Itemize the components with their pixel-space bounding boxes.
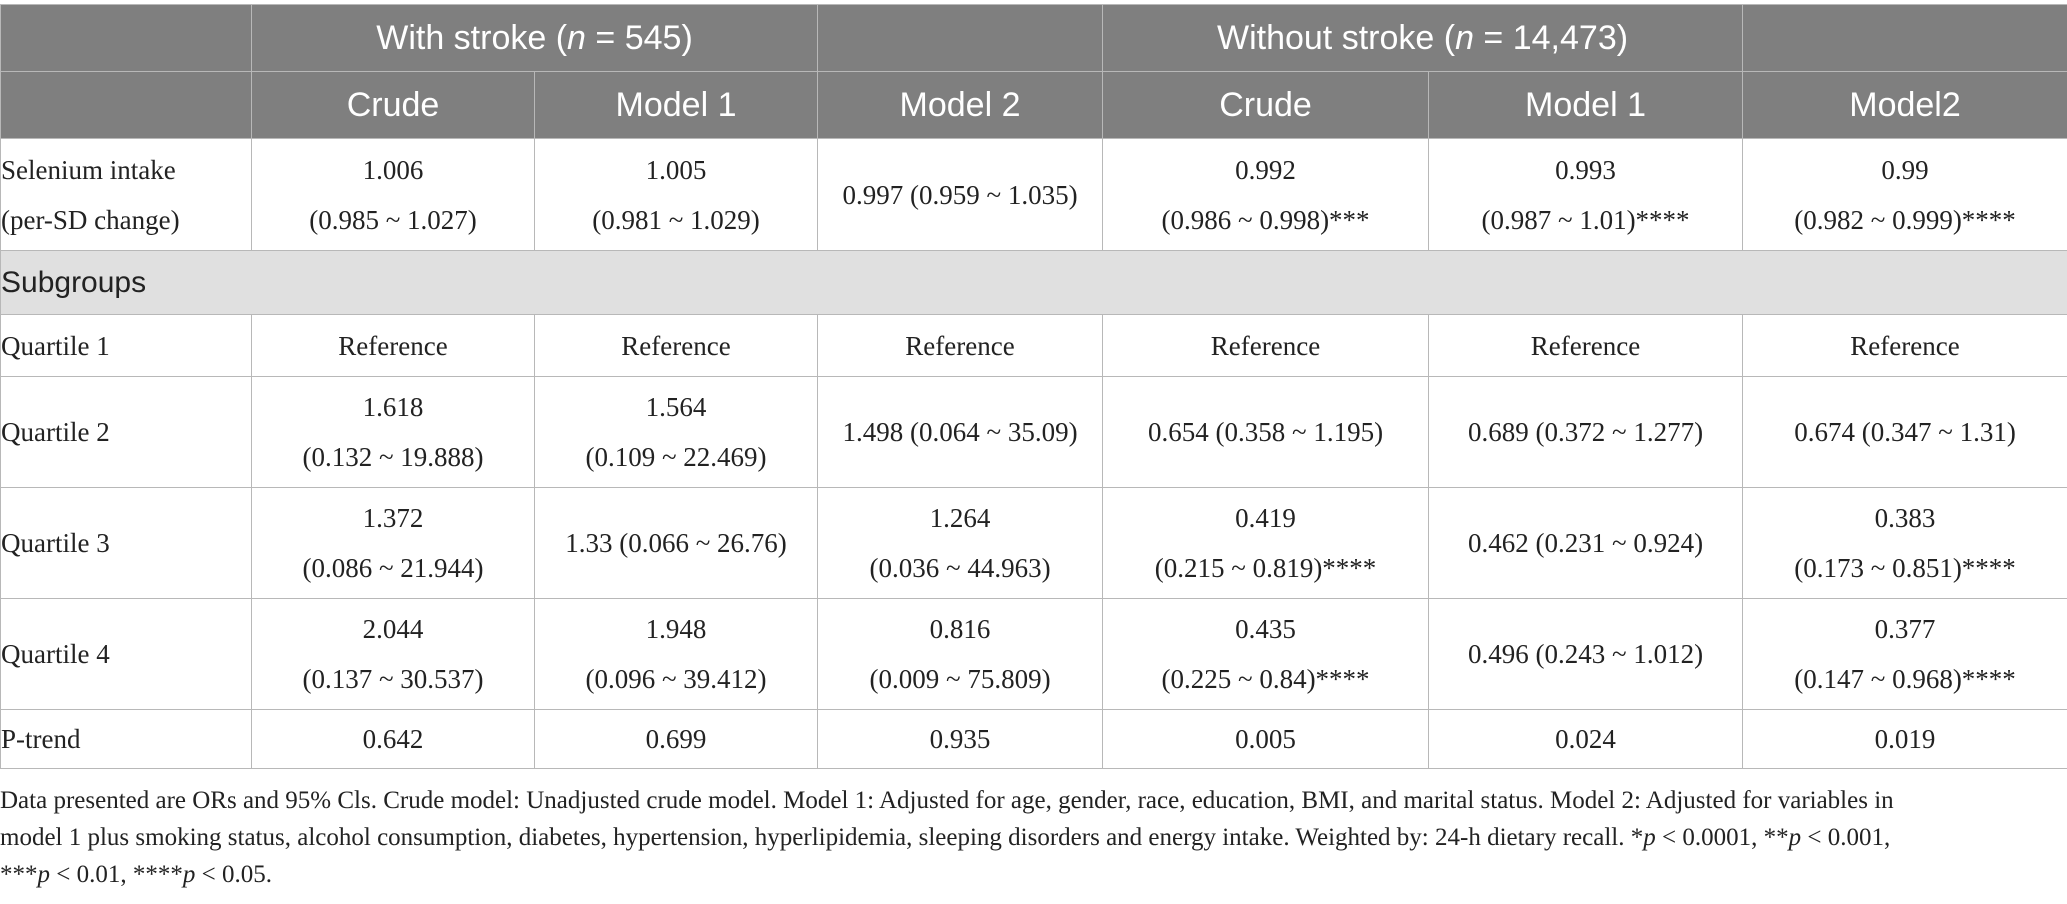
- table-cell: 0.654 (0.358 ~ 1.195): [1103, 377, 1429, 488]
- header-spacer: [818, 5, 1103, 72]
- table-cell: 1.948 (0.096 ~ 39.412): [535, 599, 818, 710]
- col-header: Model 2: [818, 72, 1103, 139]
- table-cell: 1.618 (0.132 ~ 19.888): [252, 377, 535, 488]
- header-spacer: [1743, 5, 2067, 72]
- table-cell: 0.024: [1429, 710, 1743, 769]
- table-cell: 0.419 (0.215 ~ 0.819)****: [1103, 488, 1429, 599]
- table-cell: 1.264 (0.036 ~ 44.963): [818, 488, 1103, 599]
- table-cell: 0.689 (0.372 ~ 1.277): [1429, 377, 1743, 488]
- selenium-intake-row: [1, 139, 2067, 251]
- table-cell: 0.816 (0.009 ~ 75.809): [818, 599, 1103, 710]
- table-cell: 0.699: [535, 710, 818, 769]
- table-cell: 0.462 (0.231 ~ 0.924): [1429, 488, 1743, 599]
- row-label: Quartile 4: [1, 599, 252, 710]
- group-header-row: [1, 5, 2067, 72]
- subgroups-row: [1, 251, 2067, 315]
- table-cell: 0.935: [818, 710, 1103, 769]
- table-row: [1, 488, 2067, 599]
- footnote-line: model 1 plus smoking status, alcohol consumption, diabetes, hypertension, hyperlipidemia, sleeping disorders and energy intake. Weighted by: 24-h dietary recall. *p < 0.0001, **p < 0.001,: [0, 824, 1891, 851]
- table-cell: 1.006 (0.985 ~ 1.027): [252, 139, 535, 251]
- table-cell: 0.019: [1743, 710, 2067, 769]
- row-label: P-trend: [1, 710, 252, 769]
- table-cell: Reference: [535, 315, 818, 377]
- table-cell: Reference: [252, 315, 535, 377]
- table-cell: 0.993 (0.987 ~ 1.01)****: [1429, 139, 1743, 251]
- header-blank: [1, 72, 252, 139]
- table-cell: Reference: [1743, 315, 2067, 377]
- table-cell: Reference: [818, 315, 1103, 377]
- model-header-row: [1, 72, 2067, 139]
- table-cell: 1.005 (0.981 ~ 1.029): [535, 139, 818, 251]
- row-label: Quartile 2: [1, 377, 252, 488]
- table-cell: 0.005: [1103, 710, 1429, 769]
- table-cell: 0.674 (0.347 ~ 1.31): [1743, 377, 2067, 488]
- table-cell: 0.383 (0.173 ~ 0.851)****: [1743, 488, 2067, 599]
- footnote-line: ***p < 0.01, ****p < 0.05.: [0, 861, 272, 888]
- row-label: Quartile 1: [1, 315, 252, 377]
- header-blank: [1, 5, 252, 72]
- subgroups-label: Subgroups: [1, 251, 2067, 315]
- row-label: Quartile 3: [1, 488, 252, 599]
- group-without-stroke-header: Without stroke (n = 14,473): [1103, 5, 1743, 72]
- table-cell: Reference: [1429, 315, 1743, 377]
- footnote-line: Data presented are ORs and 95% Cls. Crude model: Unadjusted crude model. Model 1: Adjusted for age, gender, race, education, BMI, and marital status. Model 2: Adjusted for variables in: [0, 787, 1894, 814]
- row-label: Selenium intake (per-SD change): [1, 139, 252, 251]
- group-with-stroke-header: With stroke (n = 545): [252, 5, 818, 72]
- table-cell: 0.496 (0.243 ~ 1.012): [1429, 599, 1743, 710]
- table-cell: 0.377 (0.147 ~ 0.968)****: [1743, 599, 2067, 710]
- table-cell: 0.642: [252, 710, 535, 769]
- col-header: Crude: [252, 72, 535, 139]
- table-cell: 1.498 (0.064 ~ 35.09): [818, 377, 1103, 488]
- table-row: [1, 710, 2067, 769]
- table-cell: 0.435 (0.225 ~ 0.84)****: [1103, 599, 1429, 710]
- table-cell: 0.99 (0.982 ~ 0.999)****: [1743, 139, 2067, 251]
- col-header: Model 1: [535, 72, 818, 139]
- table-cell: 0.992 (0.986 ~ 0.998)***: [1103, 139, 1429, 251]
- col-header: Crude: [1103, 72, 1429, 139]
- results-table: [0, 4, 2067, 769]
- col-header: Model2: [1743, 72, 2067, 139]
- table-cell: 2.044 (0.137 ~ 30.537): [252, 599, 535, 710]
- table-row: [1, 599, 2067, 710]
- col-header: Model 1: [1429, 72, 1743, 139]
- table-cell: 1.33 (0.066 ~ 26.76): [535, 488, 818, 599]
- table-cell: Reference: [1103, 315, 1429, 377]
- table-row: [1, 377, 2067, 488]
- table-footnote: [0, 782, 2050, 893]
- table-row: [1, 315, 2067, 377]
- table-cell: 0.997 (0.959 ~ 1.035): [818, 139, 1103, 251]
- table-cell: 1.564 (0.109 ~ 22.469): [535, 377, 818, 488]
- table-cell: 1.372 (0.086 ~ 21.944): [252, 488, 535, 599]
